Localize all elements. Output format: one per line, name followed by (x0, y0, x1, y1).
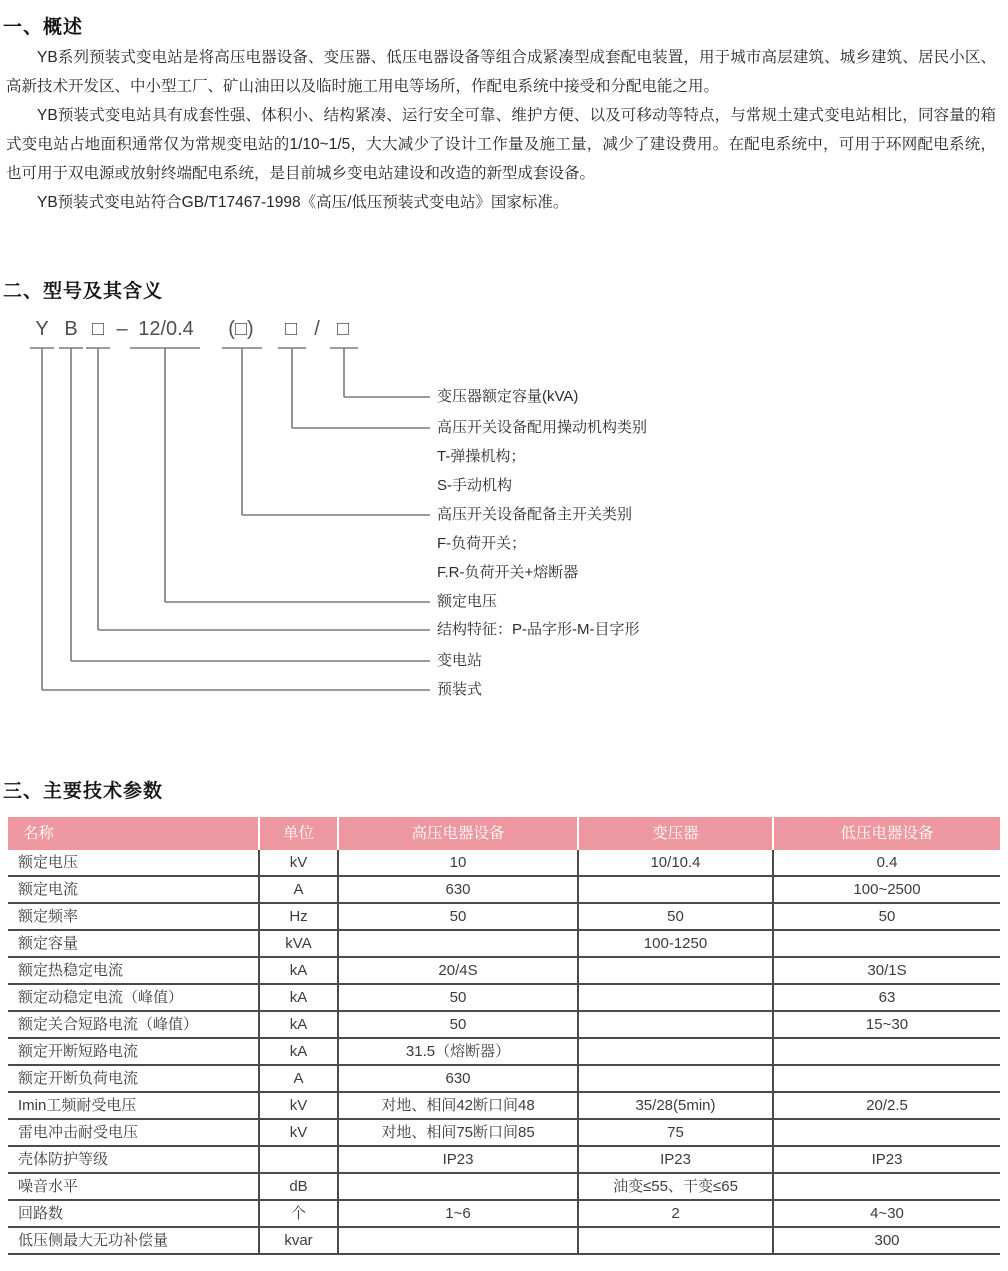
model-code-part: Y (35, 318, 49, 340)
table-row (8, 985, 1000, 1012)
table-cell: 噪音水平 (18, 1178, 79, 1195)
table-cell: 50 (337, 985, 577, 1010)
table-cell: 300 (772, 1228, 1000, 1253)
table-cell: kA (258, 958, 337, 983)
model-label: 结构特征：P-品字形-M-目字形 (437, 621, 640, 638)
table-row (8, 1039, 1000, 1066)
table-row (8, 931, 1000, 958)
table-cell (577, 958, 772, 983)
parameters-table-body (8, 850, 1000, 1255)
table-cell (772, 1039, 1000, 1064)
overview-paragraph: YB预装式变电站符合GB/T17467-1998《高压/低压预装式变电站》国家标准。 (37, 194, 569, 211)
parameters-table (8, 817, 1000, 1255)
table-cell: 1~6 (337, 1201, 577, 1226)
model-label: 高压开关设备配用操动机构类别 (437, 419, 648, 436)
table-row (8, 877, 1000, 904)
table-cell (577, 1228, 772, 1253)
table-row (8, 1120, 1000, 1147)
table-cell: 75 (577, 1120, 772, 1145)
table-cell: A (258, 877, 337, 902)
table-cell: 31.5（熔断器） (337, 1039, 577, 1064)
table-row (8, 1012, 1000, 1039)
table-cell (337, 1174, 577, 1199)
table-cell: Imin工频耐受电压 (18, 1097, 137, 1114)
table-cell: 0.4 (772, 850, 1000, 875)
table-cell (258, 1147, 337, 1172)
table-row (8, 1093, 1000, 1120)
table-cell: kV (258, 1120, 337, 1145)
table-cell: dB (258, 1174, 337, 1199)
model-code-part: □ (284, 318, 298, 340)
table-cell: 20/4S (337, 958, 577, 983)
model-label: 额定电压 (437, 593, 498, 610)
table-cell: 额定热稳定电流 (18, 962, 124, 979)
table-cell: 额定容量 (18, 935, 79, 952)
table-cell: 10 (337, 850, 577, 875)
overview-heading: 一、概述 (3, 17, 84, 38)
model-label: S-手动机构 (437, 477, 513, 494)
table-row (8, 1201, 1000, 1228)
table-cell: 50 (337, 904, 577, 929)
table-cell: 10/10.4 (577, 850, 772, 875)
table-cell: 2 (577, 1201, 772, 1226)
table-cell: 额定电流 (18, 881, 79, 898)
table-cell (577, 985, 772, 1010)
table-cell (772, 1120, 1000, 1145)
table-cell: kA (258, 1039, 337, 1064)
table-cell: IP23 (772, 1147, 1000, 1172)
table-cell (577, 1012, 772, 1037)
overview-paragraph: YB系列预装式变电站是将高压电器设备、变压器、低压电器设备等组合成紧凑型成套配电装置，用于城市高层建筑、城乡建筑、居民小区、高新技术开发区、中小型工厂、矿山油田以及临时施工用电等场所，作配电系统中接受和分配电能之用。 (6, 49, 996, 95)
table-cell (577, 1039, 772, 1064)
table-cell: 雷电冲击耐受电压 (18, 1124, 139, 1141)
table-cell: Hz (258, 904, 337, 929)
table-cell: kV (258, 850, 337, 875)
model-label: 变电站 (437, 652, 483, 669)
table-cell: 50 (337, 1012, 577, 1037)
table-cell (772, 931, 1000, 956)
table-cell (772, 1174, 1000, 1199)
table-cell: 50 (577, 904, 772, 929)
table-cell: 油变≤55、干变≤65 (577, 1174, 772, 1199)
table-cell (772, 1066, 1000, 1091)
model-code-part: □ (336, 318, 350, 340)
table-cell: 额定动稳定电流（峰值） (18, 989, 184, 1006)
table-row (8, 904, 1000, 931)
model-label: F.R-负荷开关+熔断器 (437, 564, 579, 581)
table-cell: 20/2.5 (772, 1093, 1000, 1118)
model-code-part: / (314, 318, 320, 340)
table-cell: 35/28(5min) (577, 1093, 772, 1118)
table-cell: 低压侧最大无功补偿量 (18, 1232, 169, 1249)
model-code-part: (□) (228, 318, 254, 340)
table-cell: kvar (258, 1228, 337, 1253)
table-cell: 30/1S (772, 958, 1000, 983)
model-label: 高压开关设备配备主开关类别 (437, 506, 633, 523)
table-cell: 回路数 (18, 1205, 64, 1222)
table-cell: 15~30 (772, 1012, 1000, 1037)
table-cell: 额定电压 (18, 854, 79, 871)
table-cell: 个 (258, 1201, 337, 1226)
table-cell: 100~2500 (772, 877, 1000, 902)
table-cell (577, 1066, 772, 1091)
table-row (8, 1147, 1000, 1174)
model-label: 变压器额定容量(kVA) (437, 388, 579, 405)
table-row (8, 958, 1000, 985)
table-cell: IP23 (577, 1147, 772, 1172)
model-label: F-负荷开关； (437, 535, 527, 552)
model-label: 预装式 (437, 681, 483, 698)
table-cell: 630 (337, 1066, 577, 1091)
table-row (8, 1228, 1000, 1255)
table-row (8, 850, 1000, 877)
table-cell: kVA (258, 931, 337, 956)
table-cell: 50 (772, 904, 1000, 929)
table-cell (337, 931, 577, 956)
table-cell: 对地、相间75断口间85 (337, 1120, 577, 1145)
model-code-part: B (64, 318, 78, 340)
table-cell: kA (258, 1012, 337, 1037)
table-cell: 额定关合短路电流（峰值） (18, 1016, 199, 1033)
table-cell: kA (258, 985, 337, 1010)
table-header-cell: 高压电器设备 (337, 817, 577, 850)
model-code-part: □ (91, 318, 105, 340)
table-header-cell: 单位 (258, 817, 337, 850)
table-row (8, 1174, 1000, 1201)
table-cell: 100-1250 (577, 931, 772, 956)
table-cell: IP23 (337, 1147, 577, 1172)
table-cell: 壳体防护等级 (18, 1151, 109, 1168)
table-cell: 630 (337, 877, 577, 902)
model-code-part: – (116, 318, 128, 340)
table-cell (577, 877, 772, 902)
table-cell: kV (258, 1093, 337, 1118)
model-label: T-弹操机构； (437, 448, 526, 465)
table-header-cell: 变压器 (577, 817, 772, 850)
parameters-table-header (8, 817, 1000, 850)
table-cell: 63 (772, 985, 1000, 1010)
model-heading: 二、型号及其含义 (3, 281, 164, 302)
overview-paragraphs (6, 43, 996, 217)
table-cell: A (258, 1066, 337, 1091)
parameters-heading: 三、主要技术参数 (3, 781, 164, 802)
table-cell: 额定开断短路电流 (18, 1043, 139, 1060)
table-cell: 额定频率 (18, 908, 79, 925)
model-code-part: 12/0.4 (138, 318, 194, 340)
table-cell: 4~30 (772, 1201, 1000, 1226)
table-header-cell: 低压电器设备 (772, 817, 1000, 850)
table-cell: 对地、相间42断口间48 (337, 1093, 577, 1118)
table-cell (337, 1228, 577, 1253)
table-row (8, 1066, 1000, 1093)
table-cell: 额定开断负荷电流 (18, 1070, 139, 1087)
table-header-cell: 名称 (8, 817, 258, 850)
overview-paragraph: YB预装式变电站具有成套性强、体积小、结构紧凑、运行安全可靠、维护方便、以及可移动等特点，与常规土建式变电站相比，同容量的箱式变电站占地面积通常仅为常规变电站的1/10~1/5，大大减少了设计工作量及施工量，减少了建设费用。在配电系统中，可用于环网配电系统，也可用于双电源或放射终端配电系统，是目前城乡变电站建设和改造的新型成套设备。 (6, 107, 996, 182)
